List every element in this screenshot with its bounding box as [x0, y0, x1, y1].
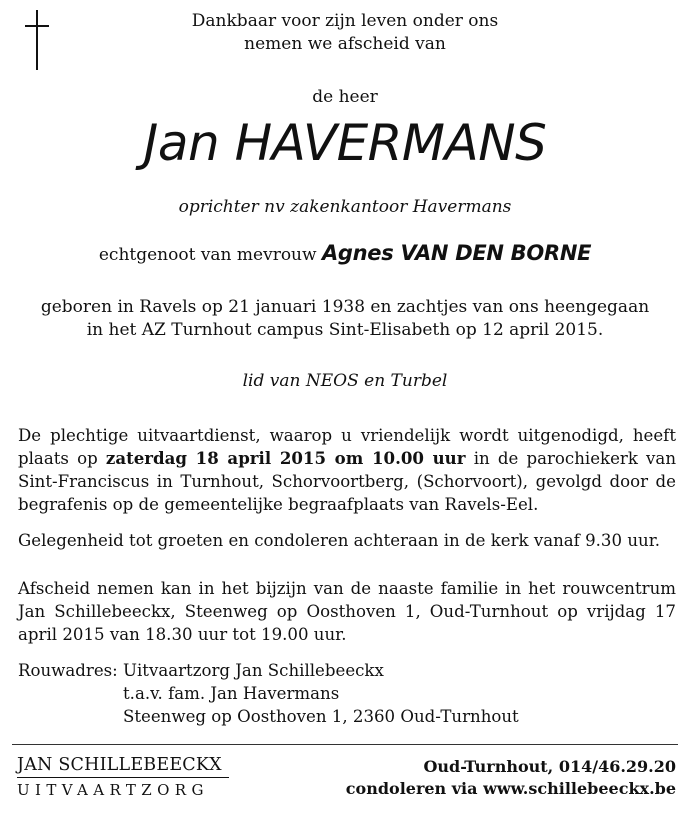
intro-line-1: Dankbaar voor zijn leven onder ons	[191, 11, 499, 31]
farewell-paragraph: Afscheid nemen kan in het bijzijn van de naaste familie in het rouwcentrum Jan Schillebeeckx, Steenweg op Oosthoven 1, Oud-Turnhout op vrijdag 17 april 2015 van 18.30 uur tot 19.00 uur.	[18, 579, 676, 644]
logo-line-1: JAN SCHILLEBEECKX	[17, 755, 222, 775]
contact-line-1: Oud-Turnhout, 014/46.29.20	[423, 757, 676, 776]
deceased-name: Jan HAVERMANS	[143, 114, 547, 172]
logo-rule	[17, 777, 229, 778]
spouse-prefix: echtgenoot van mevrouw	[98, 245, 317, 265]
address-label: Rouwadres:	[18, 661, 118, 680]
born-line-1: geboren in Ravels op 21 januari 1938 en zachtjes van ons heengegaan	[40, 297, 650, 317]
footer-divider	[12, 744, 678, 745]
service-text-after: in de parochiekerk van Sint-Franciscus in Turnhout, Schorvoortberg, (Schorvoort), gevolgd door de begrafenis op de gemeentelijke begraafplaats van Ravels-Eel.	[18, 449, 677, 514]
cross-icon	[22, 10, 52, 70]
spouse-line	[90, 242, 600, 267]
intro-text	[90, 10, 600, 56]
contact-line-2: condoleren via www.schillebeeckx.be	[345, 779, 676, 798]
service-date: zaterdag 18 april 2015 om 10.00 uur	[105, 448, 466, 468]
service-text-before: De plechtige uitvaartdienst, waarop u vriendelijk wordt uitgenodigd, heeft plaats op	[18, 426, 676, 468]
spouse-name: Agnes VAN DEN BORNE	[321, 241, 592, 265]
born-line-2: in het AZ Turnhout campus Sint-Elisabeth op 12 april 2015.	[86, 320, 604, 340]
address-row-1	[18, 659, 676, 682]
funeral-home-logo	[17, 754, 229, 799]
address-line-2: t.a.v. fam. Jan Havermans	[123, 684, 340, 703]
title-prefix: de heer	[312, 87, 378, 107]
greeting-paragraph: Gelegenheid tot groeten en condoleren achteraan in de kerk vanaf 9.30 uur.	[18, 531, 661, 550]
address-line-3: Steenweg op Oosthoven 1, 2360 Oud-Turnhout	[123, 707, 519, 726]
membership-line: lid van NEOS en Turbel	[242, 371, 448, 391]
address-line-1: Uitvaartzorg Jan Schillebeeckx	[123, 661, 384, 680]
birth-death-text	[20, 296, 670, 342]
contact-info	[346, 756, 676, 800]
mourning-address	[18, 659, 676, 728]
intro-line-2: nemen we afscheid van	[244, 34, 446, 54]
logo-line-2: UITVAARTZORG	[17, 781, 209, 799]
founder-line: oprichter nv zakenkantoor Havermans	[178, 197, 512, 217]
service-paragraph	[18, 424, 676, 516]
